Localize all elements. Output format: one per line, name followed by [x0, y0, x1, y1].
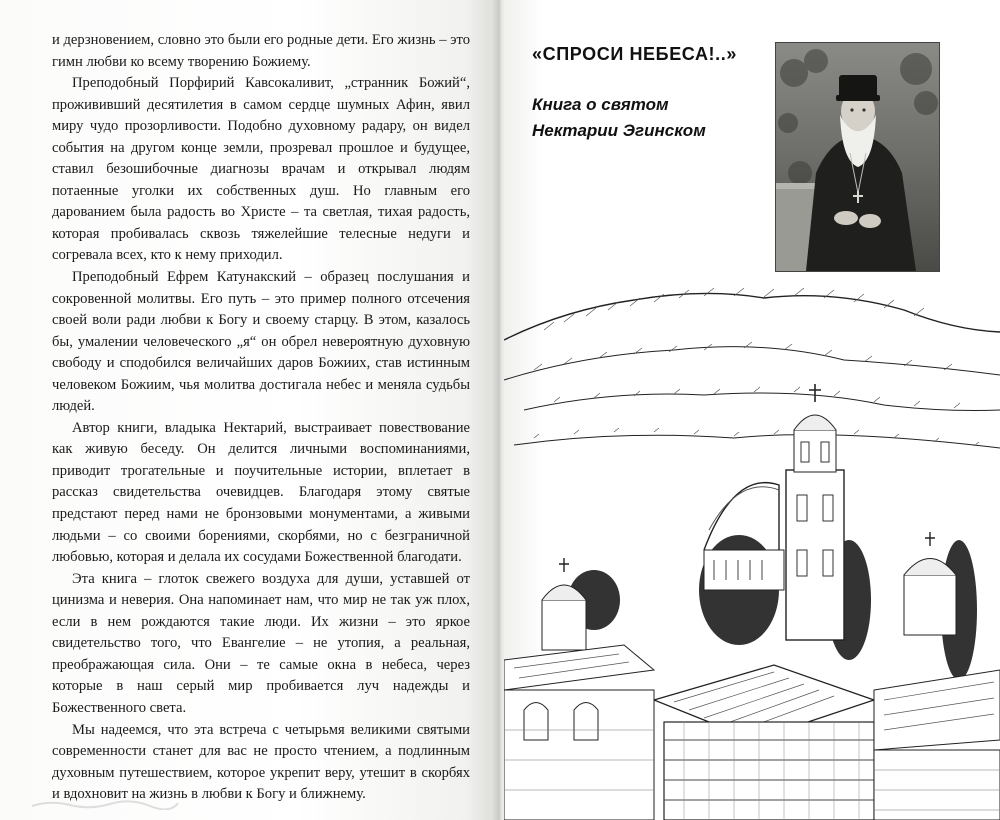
paragraph: Мы надеемся, что эта встреча с четырьмя великими святыми современности станет для вас не просто чтением, а подлинным духовным путешествием, которое укрепит веру, утешит в скорбях и вдохновит на жизнь в любви к Богу и ближнему.: [52, 721, 470, 803]
subtitle-line: Нектарии Эгинском: [532, 121, 706, 140]
book-title: «СПРОСИ НЕБЕСА!..»: [532, 44, 737, 64]
left-page-text: [52, 30, 470, 806]
paragraph: и дерзновением, словно это были его родные дети. Его жизнь – это гимн любви ко всему творению Божиему.: [52, 32, 470, 70]
portrait-illustration: [776, 43, 939, 271]
bleed-through-smudge: [30, 798, 180, 810]
monastery-illustration: [504, 270, 1000, 820]
left-page: [0, 0, 496, 820]
paragraph: Преподобный Порфирий Кавсокаливит, „странник Божий“, прожививший десятилетия в самом сердце шумных Афин, явил миру чудо прозорливости. Подобно духовному радару, он видел события на другом конце земли, прозревал прошлое и будущее, ставил безошибочные диагнозы врачам и открывал людям потаенные уголки их собственных душ. Но главным его дарованием была радость во Христе – та светлая, тихая радость, которая пробивалась сквозь тяжелейшие телесные недуги и согревала всех, кто к нему приходил.: [52, 75, 470, 264]
monk-portrait-photo: [775, 42, 940, 272]
monastery-drawing: [504, 270, 1000, 820]
paragraph: Эта книга – глоток свежего воздуха для души, уставшей от цинизма и неверия. Она напоминает нам, что мир не так уж плох, если в нем рождаются такие люди. Их жизни – это яркое свидетельство того, что Евангелие – не утопия, а реальная, преображающая сила. Они – те самые окна в небеса, через которые в наш серый мир пробивается луч надежды и Божественного света.: [52, 570, 470, 716]
subtitle-line: Книга о святом: [532, 95, 669, 114]
paragraph: Преподобный Ефрем Катунакский – образец послушания и сокровенной молитвы. Его путь – это пример полного отсечения своей воли ради любви к Богу и своему старцу. В этом, казалось бы, умалении человеческого „я“ он обрел невероятную духовную свободу и сподобился величайших даров Божиих, став истинным человеком Божиим, чья молитва достигала небес и меняла судьбы людей.: [52, 269, 470, 415]
book-subtitle: [532, 92, 742, 144]
paragraph: Автор книги, владыка Нектарий, выстраивает повествование как живую беседу. Он делится личными воспоминаниями, приводит трогательные и поучительные истории, вплетает в рассказ свидетельства очевидцев. Благодаря этому святые предстают перед нами не бронзовыми монументами, а живыми людьми – со своими борениями, скорбями, но с безграничной любовью, которая и делала их сосудами Божественной благодати.: [52, 419, 470, 566]
